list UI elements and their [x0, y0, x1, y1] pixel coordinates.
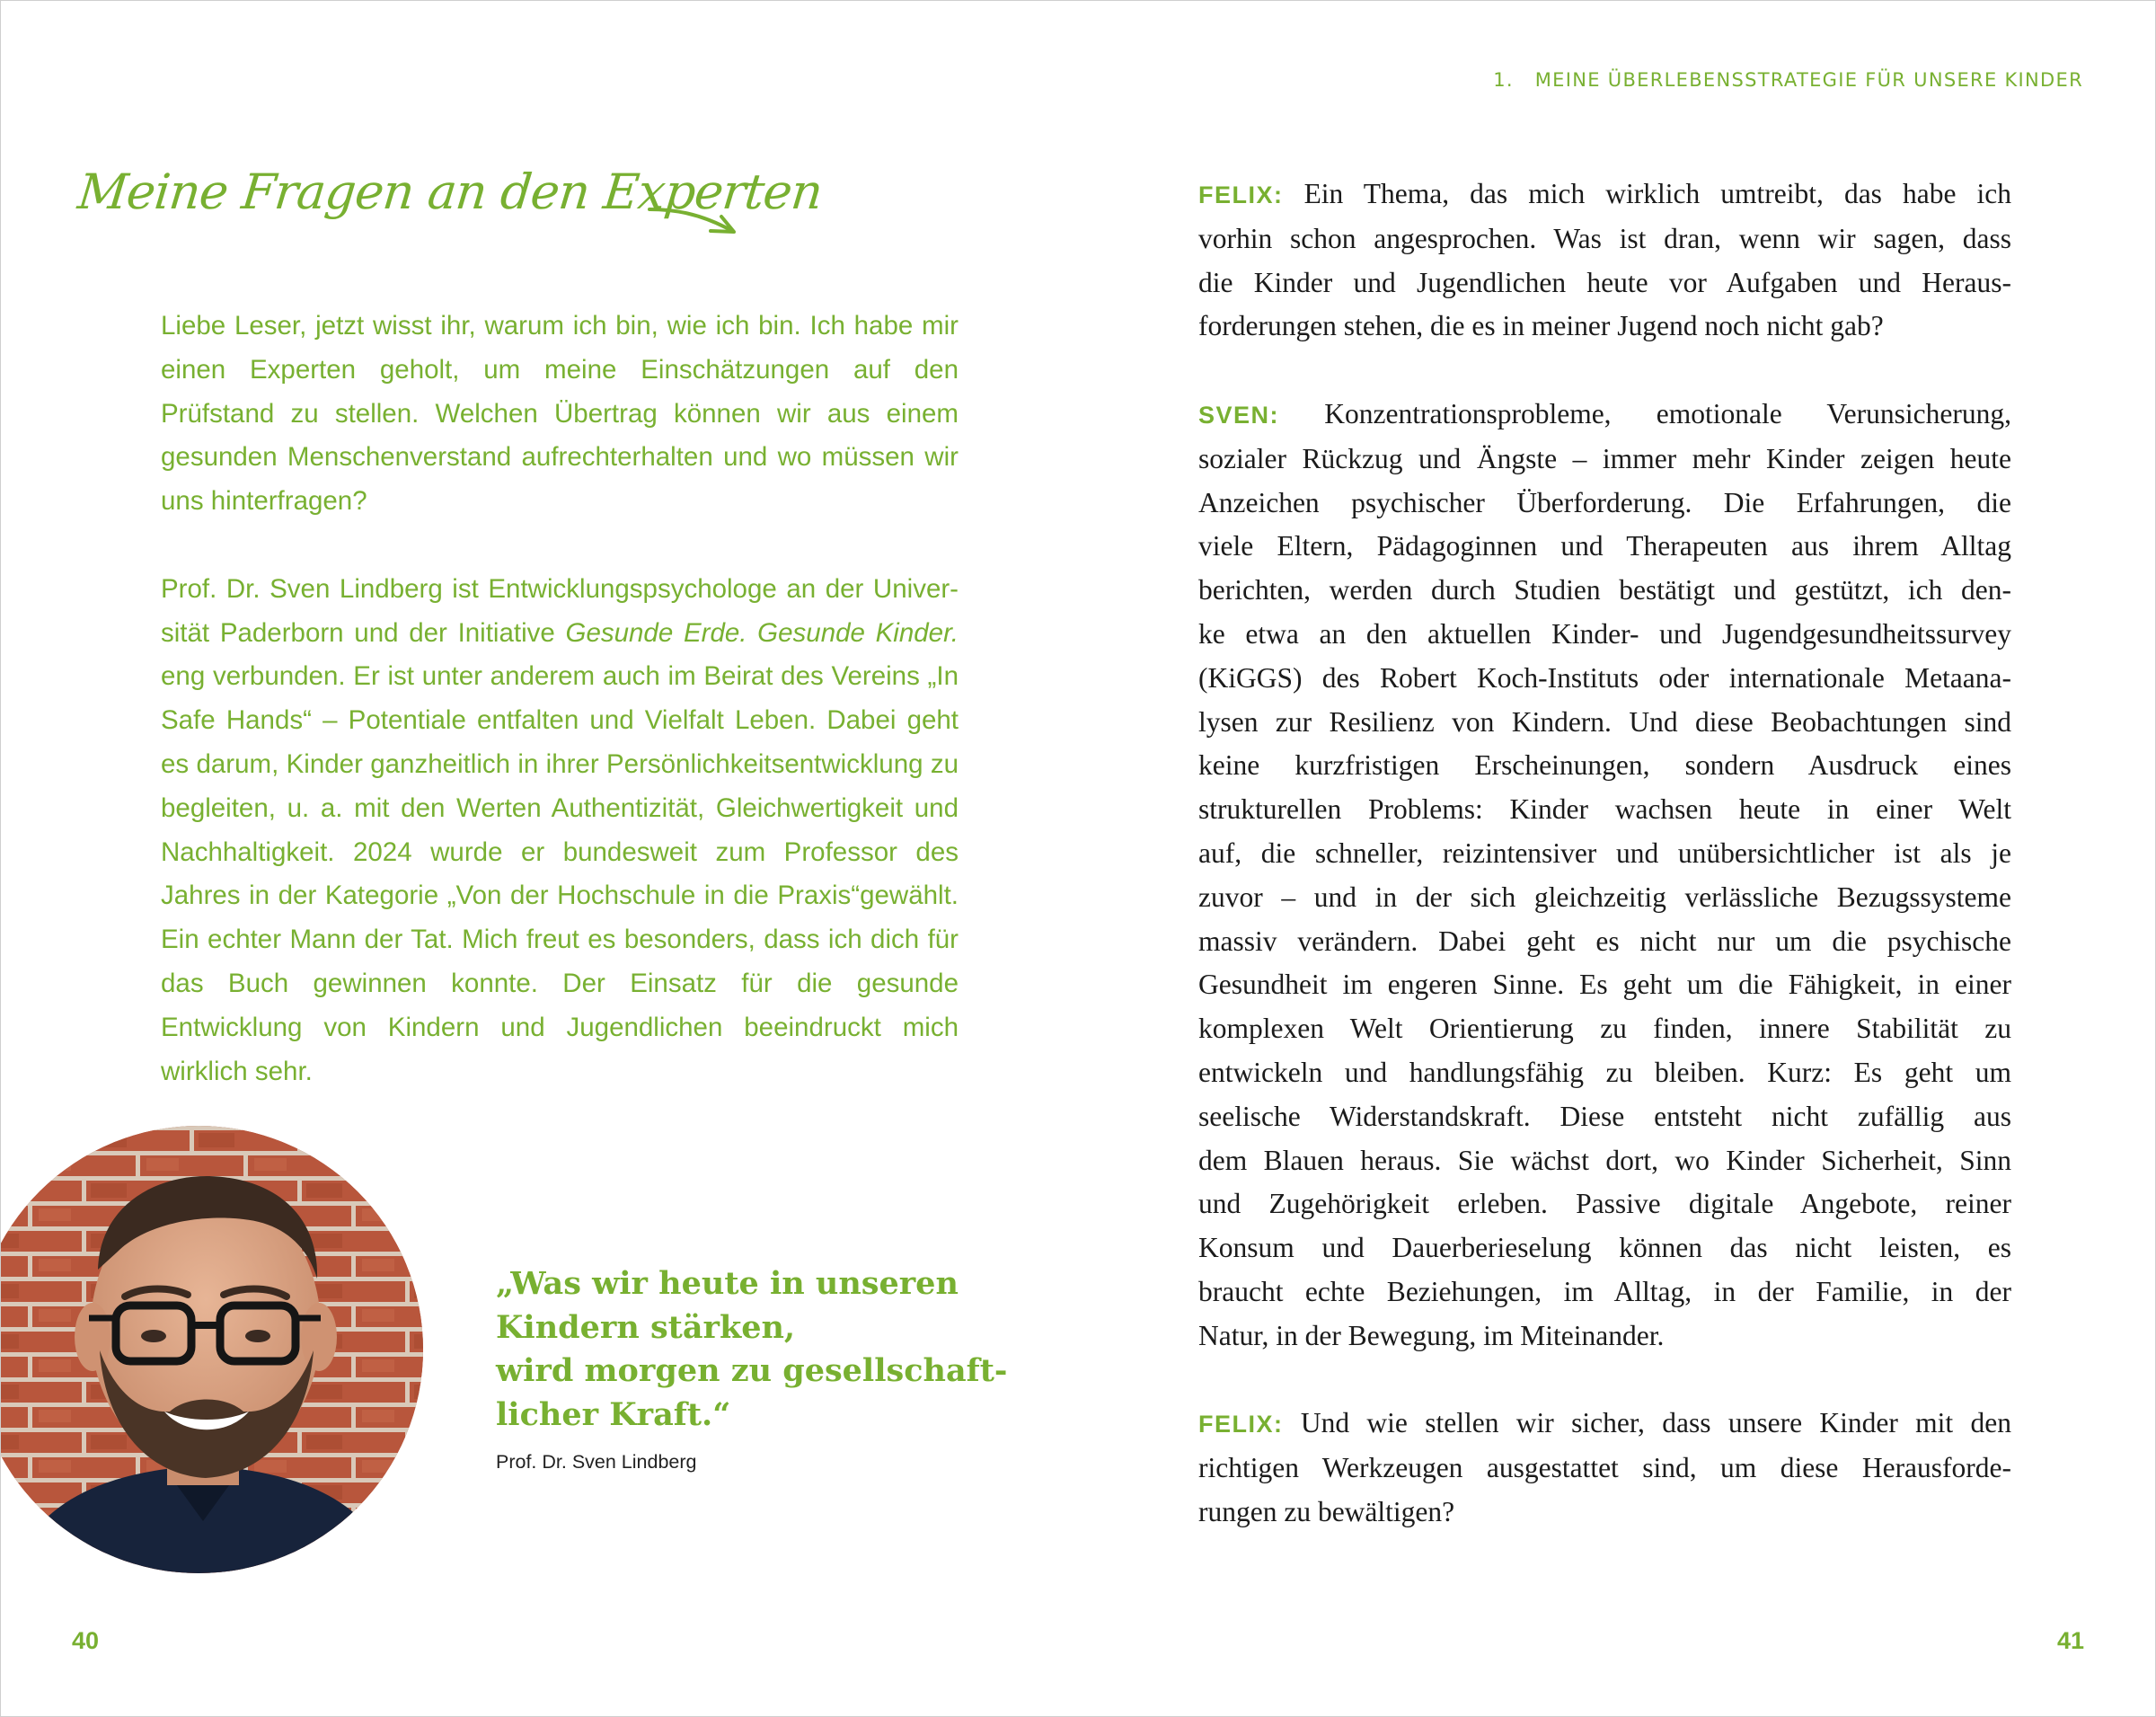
chapter-title: MEINE ÜBERLEBENSSTRATEGIE FÜR UNSERE KINDER: [1534, 69, 2083, 91]
quote-line: licher Kraft.“: [496, 1395, 731, 1433]
intro-paragraph: Liebe Leser, jetzt wisst ihr, warum ich bin, wie ich bin. Ich habe mir einen Experten geholt, um meine Einschätzungen auf den Prüfstand zu stellen. Welchen Übertrag können wir aus einem gesunden Menschenverstand aufrechterhalten und wo müssen wir uns hinterfragen?: [161, 311, 959, 517]
text-line: Anzeichen psychischer Überforderung. Die Erfahrungen, die: [1198, 486, 2011, 518]
text-line: vorhin schon angesprochen. Was ist dran, wenn wir sagen, dass: [1198, 222, 2011, 254]
interview-exchange: [1198, 393, 2011, 1359]
section-title: Meine Fragen an den Experten: [75, 164, 825, 220]
text-line: SVEN: Konzentrationsprobleme, emotionale Verunsicherung,: [1198, 397, 2011, 429]
bio-text-end: eng verbunden. Er ist unter anderem auch im Beirat des Vereins „In Safe Hands“ – Potentiale entfalten und Vielfalt Leben. Dabei geht es darum, Kinder ganzheitlich in ihrer Persönlichkeitsentwicklung zu begleiten, u. a. mit den Werten Authentizität, Gleichwertigkeit und Nachhaltigkeit. 2024 wurde er bundesweit zum Professor des Jahres in der Kategorie „Von der Hochschule in die Praxis“gewählt. Ein echter Mann der Tat. Mich freut es besonders, dass ich dich für das Buch gewinnen konnte. Der Einsatz für die gesunde Entwicklung von Kindern und Jugendlichen beeindruckt mich wirklich sehr.: [161, 661, 959, 1086]
interview-text: [1198, 173, 2011, 1579]
expert-portrait-photo: [0, 1126, 423, 1573]
quote-line: wird morgen zu gesellschaft-: [496, 1352, 1008, 1389]
text-line: forderungen stehen, die es in meiner Jugend noch nicht gab?: [1198, 310, 1884, 342]
page-number-right: 41: [2056, 1627, 2084, 1654]
text-line: komplexen Welt Orientierung zu finden, innere Stabilität zu: [1198, 1013, 2011, 1045]
speaker-label: FELIX:: [1198, 181, 1284, 208]
text-line: Konsum und Dauerberieselung können das nicht leisten, es: [1198, 1232, 2011, 1264]
chapter-number: 1.: [1493, 69, 1514, 91]
text-line: massiv verändern. Dabei geht es nicht nur um die psychische: [1198, 925, 2011, 957]
text-line: ke etwa an den aktuellen Kinder- und Jugendgesundheitssurvey: [1198, 617, 2011, 650]
interview-exchange: [1198, 173, 2011, 349]
text-line: lysen zur Resilienz von Kindern. Und diese Beobachtungen sind: [1198, 705, 2011, 738]
quote-author: Prof. Dr. Sven Lindberg: [496, 1451, 697, 1473]
speaker-label: FELIX:: [1198, 1411, 1284, 1438]
text-line: sozialer Rückzug und Ängste – immer mehr Kinder zeigen heute: [1198, 442, 2011, 474]
text-line: keine kurzfristigen Erscheinungen, sondern Ausdruck eines: [1198, 749, 2011, 782]
text-line: auf, die schneller, reizintensiver und unübersichtlicher ist als je: [1198, 836, 2011, 869]
pull-quote: [496, 1262, 1008, 1437]
quote-line: Kindern stärken,: [496, 1308, 796, 1346]
text-line: viele Eltern, Pädagoginnen und Therapeuten aus ihrem Alltag: [1198, 530, 2011, 562]
speaker-label: SVEN:: [1198, 401, 1280, 429]
text-line: und Zugehörigkeit erleben. Passive digitale Angebote, reiner: [1198, 1188, 2011, 1220]
quote-line: „Was wir heute in unseren: [496, 1265, 959, 1302]
text-line: FELIX: Ein Thema, das mich wirklich umtreibt, das habe ich: [1198, 178, 2011, 209]
right-page: [1079, 1, 2155, 1716]
text-line: entwickeln und handlungsfähig zu bleiben. Kurz: Es geht um: [1198, 1056, 2011, 1088]
intro-text: [161, 305, 959, 1137]
text-line: strukturellen Problems: Kinder wachsen heute in einer Welt: [1198, 793, 2011, 826]
left-page: [1, 1, 1079, 1716]
page-number-left: 40: [72, 1627, 100, 1654]
running-header: [1493, 69, 2083, 91]
text-line: FELIX: Und wie stellen wir sicher, dass unsere Kinder mit den: [1198, 1407, 2011, 1439]
text-line: (KiGGS) des Robert Koch-Instituts oder internationale Metaana-: [1198, 661, 2011, 694]
text-line: berichten, werden durch Studien bestätigt und gestützt, ich den-: [1198, 574, 2011, 606]
interview-exchange: [1198, 1402, 2011, 1534]
bio-paragraph: [161, 568, 959, 1094]
initiative-name: Gesunde Erde. Gesunde Kinder.: [565, 617, 959, 648]
bio-text-start: Prof. Dr. Sven Lindberg ist Entwicklungspsychologe an der Universität Paderborn und der Initiative: [161, 573, 959, 648]
text-line: rungen zu bewältigen?: [1198, 1495, 1455, 1527]
text-line: richtigen Werkzeugen ausgestattet sind, um diese Herausforde-: [1198, 1452, 2011, 1484]
text-line: Gesundheit im engeren Sinne. Es geht um die Fähigkeit, in einer: [1198, 969, 2011, 1001]
right-arrow-icon: [646, 197, 741, 247]
text-line: zuvor – und in der sich gleichzeitig verlässliche Bezugssysteme: [1198, 881, 2011, 913]
text-line: seelische Widerstandskraft. Diese entsteht nicht zufällig aus: [1198, 1100, 2011, 1132]
text-line: Natur, in der Bewegung, im Miteinander.: [1198, 1319, 1665, 1351]
text-line: die Kinder und Jugendlichen heute vor Aufgaben und Heraus-: [1198, 266, 2011, 298]
text-line: dem Blauen heraus. Sie wächst dort, wo Kinder Sicherheit, Sinn: [1198, 1144, 2011, 1176]
text-line: braucht echte Beziehungen, im Alltag, in der Familie, in der: [1198, 1275, 2011, 1307]
